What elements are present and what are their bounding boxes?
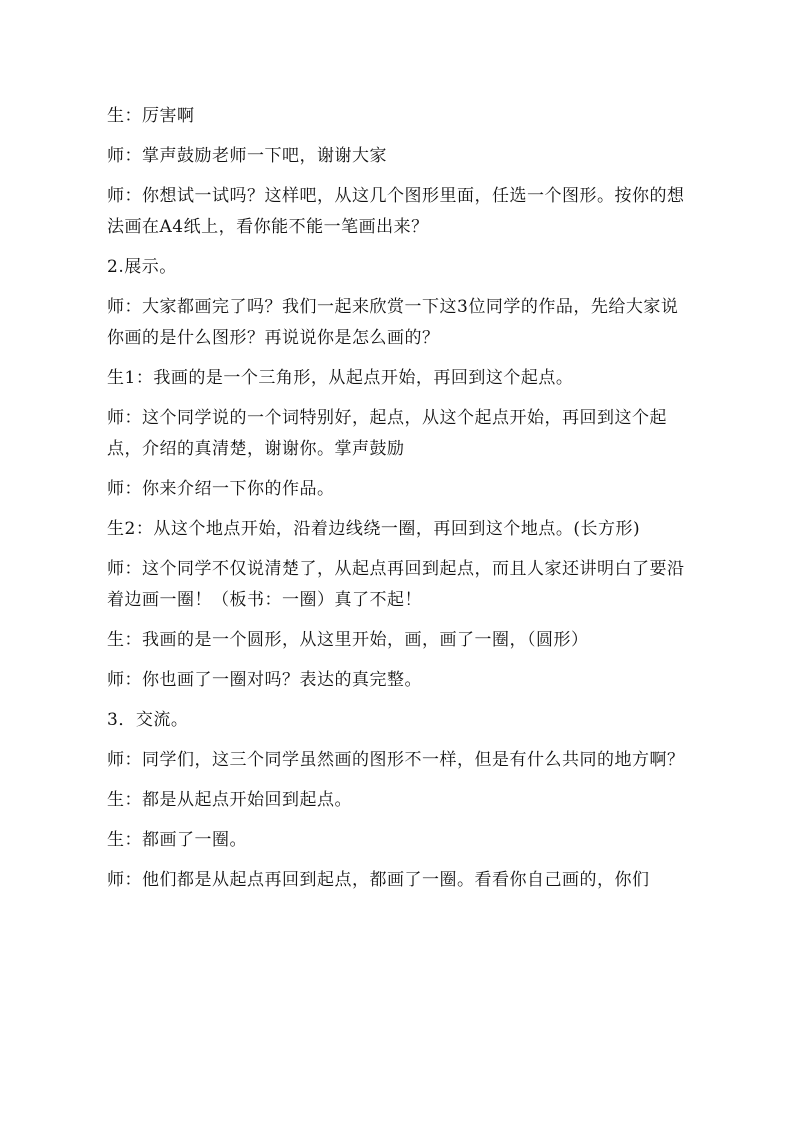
dialogue-line: 生：我画的是一个圆形，从这里开始，画，画了一圈，（圆形） <box>107 630 589 650</box>
dialogue-line: 师：你也画了一圈对吗？表达的真完整。 <box>107 670 422 690</box>
dialogue-line: 师：这个同学不仅说清楚了，从起点再回到起点，而且人家还讲明白了要沿着边画一圈！（板书：一圈）真了不起！ <box>107 559 685 610</box>
dialogue-line: 师：这个同学说的一个词特别好，起点，从这个起点开始，再回到这个起点，介绍的真清楚，谢谢你。掌声鼓励 <box>107 408 667 459</box>
dialogue-line: 师：他们都是从起点再回到起点，都画了一圈。看看你自己画的，你们 <box>107 870 650 890</box>
dialogue-line: 师：掌声鼓励老师一下吧，谢谢大家 <box>107 146 387 166</box>
dialogue-line: 师：大家都画完了吗？我们一起来欣赏一下这3位同学的作品，先给大家说你画的是什么图形？再说说你是怎么画的？ <box>107 297 679 348</box>
dialogue-line: 师：你来介绍一下你的作品。 <box>107 479 335 499</box>
dialogue-line: 师：你想试一试吗？这样吧，从这几个图形里面，任选一个图形。按你的想法画在A4纸上，看你能不能一笔画出来？ <box>107 186 685 237</box>
dialogue-line: 生：都画了一圈。 <box>107 830 247 850</box>
section-heading: 2.展示。 <box>107 257 177 277</box>
dialogue-line: 生2：从这个地点开始，沿着边线绕一圈，再回到这个地点。(长方形) <box>107 519 641 539</box>
document-body <box>107 101 693 896</box>
dialogue-line: 生：都是从起点开始回到起点。 <box>107 790 352 810</box>
dialogue-line: 生：厉害啊 <box>107 106 195 126</box>
dialogue-line: 师：同学们，这三个同学虽然画的图形不一样，但是有什么共同的地方啊？ <box>107 750 685 770</box>
dialogue-line: 生1：我画的是一个三角形，从起点开始，再回到这个起点。 <box>107 368 574 388</box>
section-heading: 3．交流。 <box>107 710 189 730</box>
